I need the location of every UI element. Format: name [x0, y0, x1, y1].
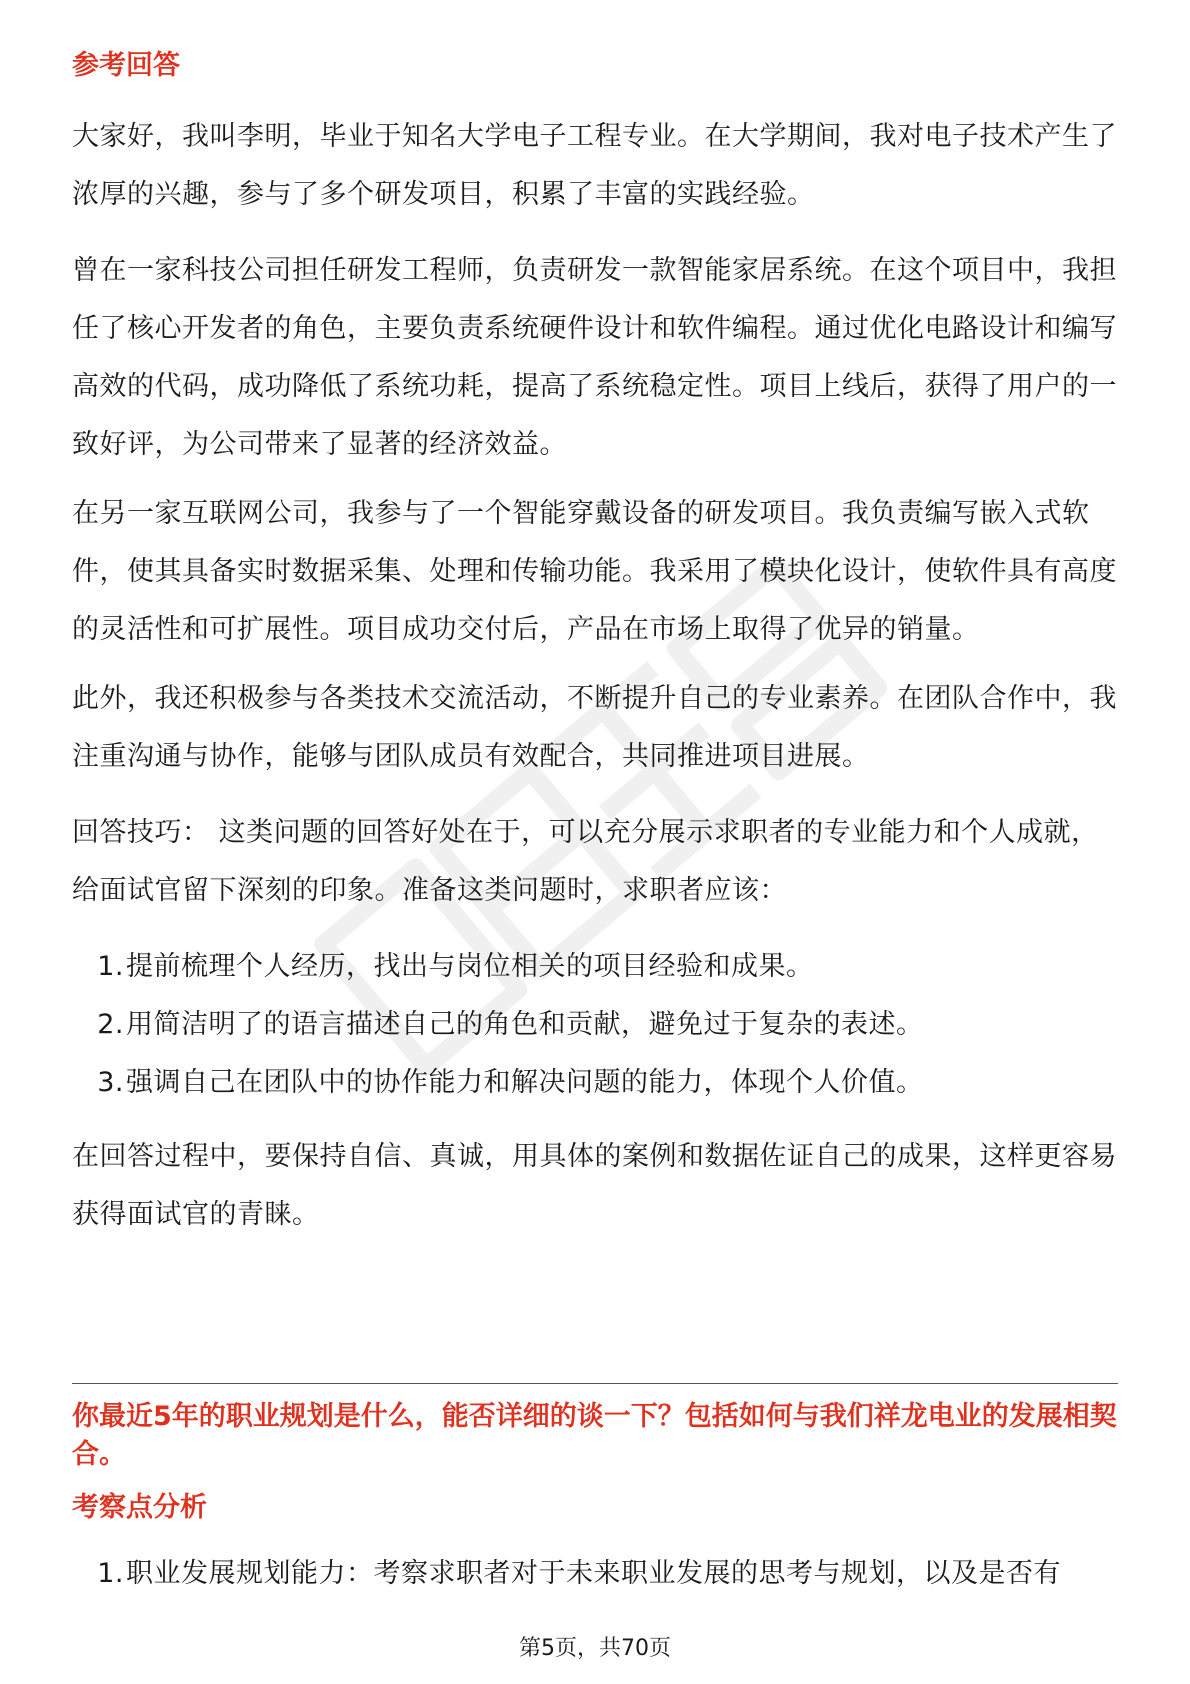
- list-item: [72, 996, 1118, 1054]
- answer-heading: 参考回答: [72, 50, 180, 81]
- page-number-footer: 第5页，共70页: [519, 1636, 671, 1661]
- list-item-number: 2.: [97, 1009, 124, 1040]
- list-item: [72, 1545, 1118, 1603]
- list-item-text: 强调自己在团队中的协作能力和解决问题的能力，体现个人价值。: [126, 1067, 924, 1098]
- tips-list: [72, 938, 1118, 1112]
- analysis-heading: 考察点分析: [72, 1492, 207, 1523]
- list-item-number: 1.: [97, 1558, 124, 1589]
- paragraph-intro: 大家好，我叫李明，毕业于知名大学电子工程专业。在大学期间，我对电子技术产生了浓厚的兴趣，参与了多个研发项目，积累了丰富的实践经验。: [72, 121, 1117, 210]
- paragraph-closing: 在回答过程中，要保持自信、真诚，用具体的案例和数据佐证自己的成果，这样更容易获得面试官的青睐。: [72, 1141, 1117, 1230]
- list-item-text: 提前梳理个人经历，找出与岗位相关的项目经验和成果。: [126, 951, 814, 982]
- paragraph-wearable: 在另一家互联网公司，我参与了一个智能穿戴设备的研发项目。我负责编写嵌入式软件，使其具备实时数据采集、处理和传输功能。我采用了模块化设计，使软件具有高度的灵活性和可扩展性。项目成功交付后，产品在市场上取得了优异的销量。: [72, 498, 1117, 645]
- paragraph-smart-home: 曾在一家科技公司担任研发工程师，负责研发一款智能家居系统。在这个项目中，我担任了核心开发者的角色，主要负责系统硬件设计和软件编程。通过优化电路设计和编写高效的代码，成功降低了系统功耗，提高了系统稳定性。项目上线后，获得了用户的一致好评，为公司带来了显著的经济效益。: [72, 255, 1117, 460]
- list-item-number: 3.: [97, 1067, 124, 1098]
- paragraph-tips-intro: 回答技巧： 这类问题的回答好处在于，可以充分展示求职者的专业能力和个人成就，给面试官留下深刻的印象。准备这类问题时，求职者应该：: [72, 817, 1099, 906]
- list-item: [72, 938, 1118, 996]
- analysis-list: [72, 1545, 1118, 1603]
- list-item: [72, 1054, 1118, 1112]
- section-divider: [72, 1383, 1118, 1384]
- next-question: 你最近5年的职业规划是什么，能否详细的谈一下？包括如何与我们祥龙电业的发展相契合。: [72, 1401, 1117, 1470]
- list-item-text: 职业发展规划能力：考察求职者对于未来职业发展的思考与规划，以及是否有: [126, 1558, 1061, 1589]
- list-item-text: 用简洁明了的语言描述自己的角色和贡献，避免过于复杂的表述。: [126, 1009, 924, 1040]
- document-page: [72, 0, 1118, 1684]
- paragraph-teamwork: 此外，我还积极参与各类技术交流活动，不断提升自己的专业素养。在团队合作中，我注重沟通与协作，能够与团队成员有效配合，共同推进项目进展。: [72, 683, 1117, 772]
- list-item-number: 1.: [97, 951, 124, 982]
